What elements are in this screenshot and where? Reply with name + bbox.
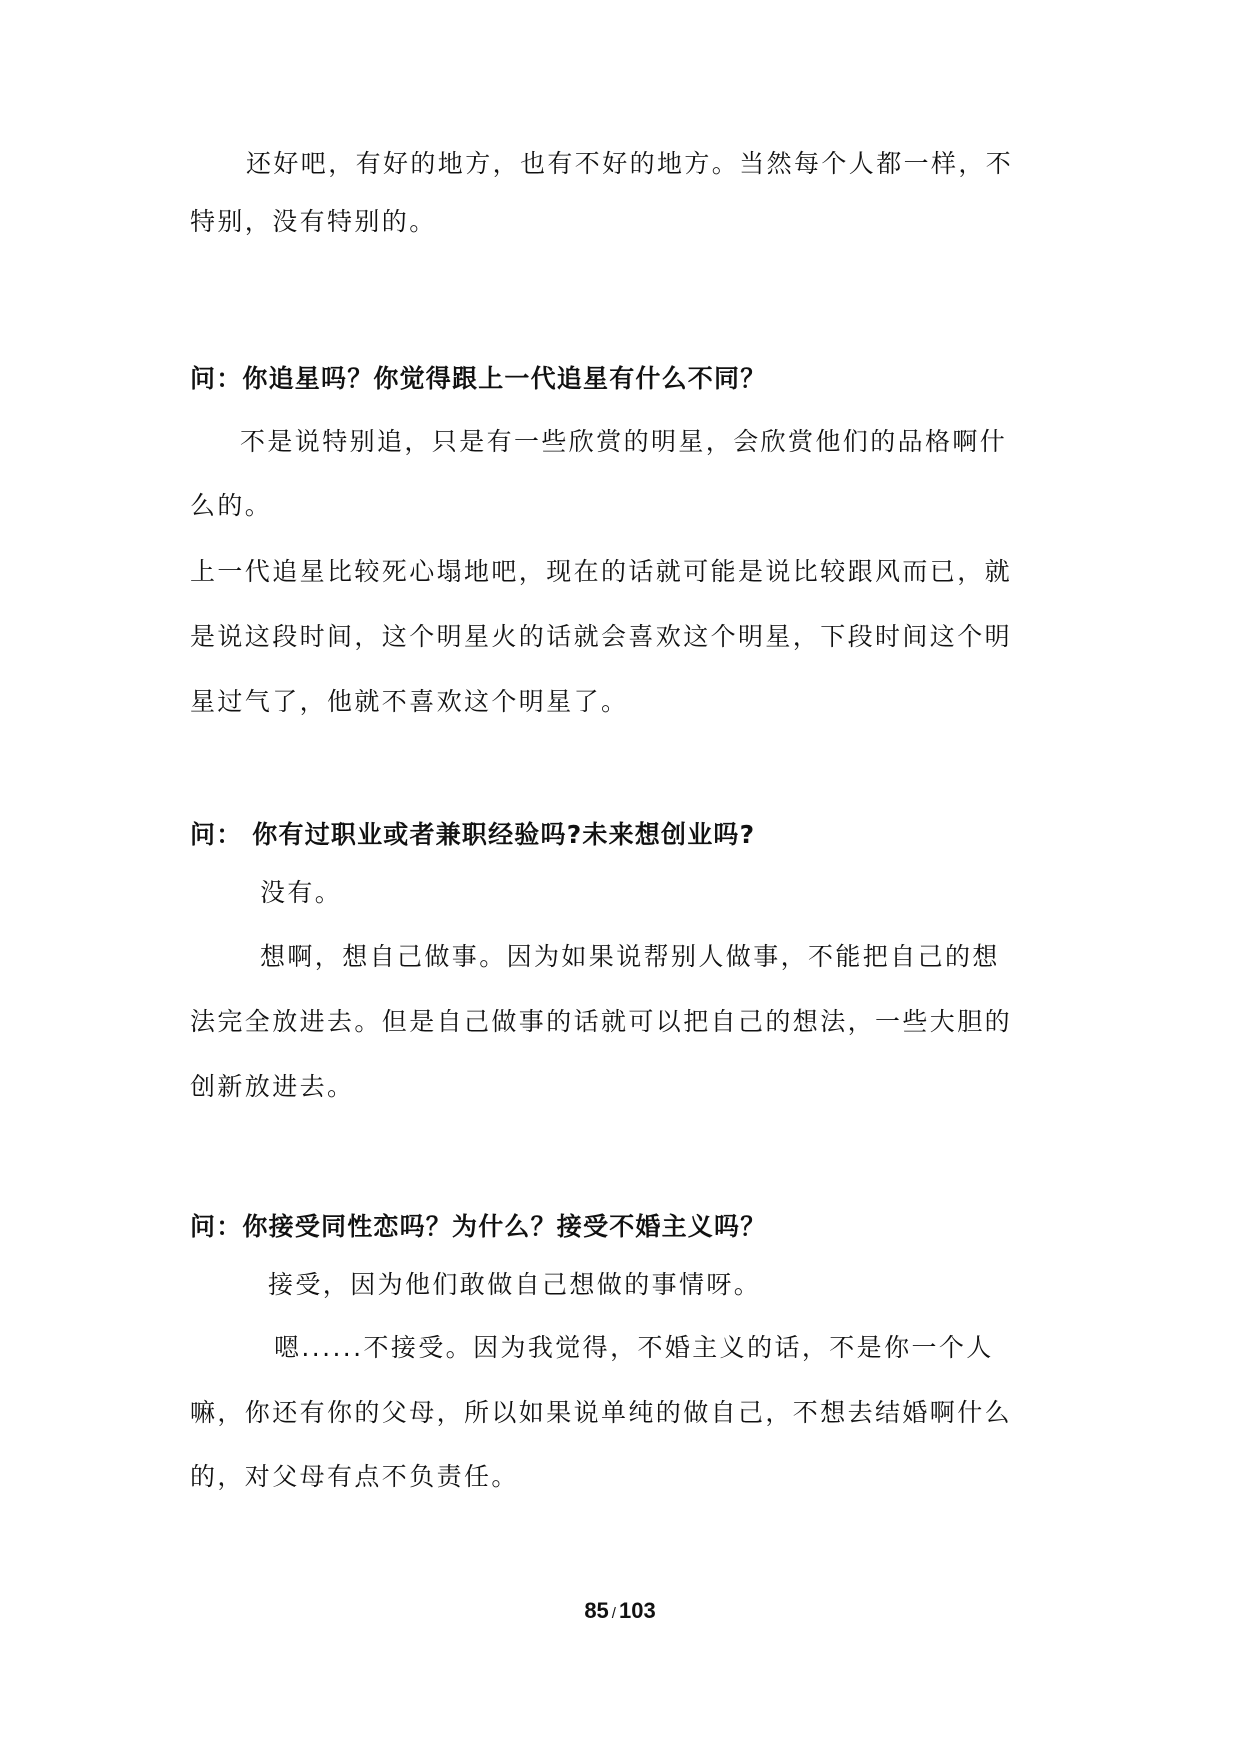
- answer-line: 创新放进去。: [190, 1072, 355, 1101]
- answer-line: 特别，没有特别的。: [190, 207, 437, 236]
- answer-line: 不是说特别追，只是有一些欣赏的明星，会欣赏他们的品格啊什: [240, 427, 1008, 456]
- answer-line: 嘛，你还有你的父母，所以如果说单纯的做自己，不想去结婚啊什么: [190, 1398, 1013, 1427]
- page-number: [0, 1598, 1240, 1624]
- question-heading: 问：你追星吗？你觉得跟上一代追星有什么不同？: [190, 364, 767, 393]
- answer-line: 没有。: [260, 878, 343, 907]
- answer-line: 想啊，想自己做事。因为如果说帮别人做事，不能把自己的想: [260, 942, 1000, 971]
- total-pages-number: 103: [618, 1598, 656, 1623]
- answer-line: 法完全放进去。但是自己做事的话就可以把自己的想法，一些大胆的: [190, 1007, 1013, 1036]
- page-separator: /: [611, 1605, 616, 1622]
- answer-line: 接受，因为他们敢做自己想做的事情呀。: [268, 1270, 762, 1299]
- answer-line: 还好吧，有好的地方，也有不好的地方。当然每个人都一样，不: [246, 149, 1014, 178]
- answer-line: 嗯......不接受。因为我觉得，不婚主义的话，不是你一个人: [274, 1333, 994, 1362]
- answer-line: 是说这段时间，这个明星火的话就会喜欢这个明星，下段时间这个明: [190, 622, 1013, 651]
- answer-line: 的，对父母有点不负责任。: [190, 1462, 519, 1491]
- question-heading: 问：你接受同性恋吗？为什么？接受不婚主义吗？: [190, 1212, 767, 1241]
- answer-line: 星过气了，他就不喜欢这个明星了。: [190, 687, 629, 716]
- answer-line: 么的。: [190, 491, 273, 520]
- question-heading: 问： 你有过职业或者兼职经验吗?未来想创业吗?: [190, 820, 756, 849]
- current-page-number: 85: [584, 1598, 609, 1623]
- answer-line: 上一代追星比较死心塌地吧，现在的话就可能是说比较跟风而已，就: [190, 557, 1013, 586]
